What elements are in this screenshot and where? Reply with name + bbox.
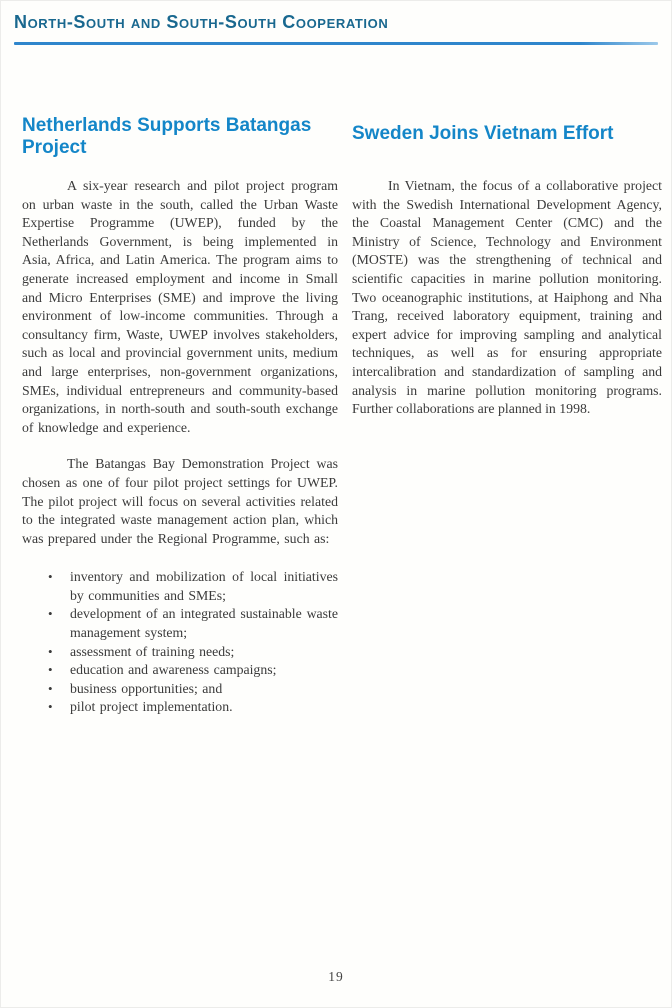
left-column (22, 115, 338, 717)
article-paragraph: A six-year research and pilot project program on urban waste in the south, called the Urban Waste Expertise Programme (UWEP), funded by the Netherlands Government, is being implemented in Asia, Africa, and Latin America. The program aims to generate increased employment and income in Small and Micro Enterprises (SME) and improve the living environment of low-income communities. Through a consultancy firm, Waste, UWEP involves stakeholders, such as local and provincial government units, medium and large enterprises, non-government organizations, SMEs, individual entrepreneurs and community-based organizations, in north-south and south-south exchange of knowledge and experience. (22, 178, 338, 435)
list-item (48, 680, 338, 699)
page-number: 19 (328, 969, 344, 984)
article-paragraph: In Vietnam, the focus of a collaborative project with the Swedish International Development Agency, the Coastal Management Center (CMC) and the Ministry of Science, Technology and Environment (MOSTE) was the strengthening of technical and scientific capacities in marine pollution monitoring. Two oceanographic institutions, at Haiphong and Nha Trang, received laboratory equipment, training and expert advice for improving sampling and analytical techniques, as well as for ensuring appropriate intercalibration and standardization of sampling and analysis in marine pollution monitoring programs. Further collaborations are planned in 1998. (352, 178, 662, 417)
two-column-layout (0, 45, 672, 717)
list-item (48, 698, 338, 717)
list-item-text: pilot project implementation. (70, 699, 233, 715)
page-header-title: North-South and South-South Cooperation (14, 12, 389, 32)
bullet-icon: • (48, 699, 53, 715)
bullet-icon: • (48, 662, 53, 678)
page-header (0, 0, 672, 45)
list-item-text: development of an integrated sustainable waste management system; (70, 606, 338, 641)
list-item (48, 568, 338, 605)
list-item-text: inventory and mobilization of local initiatives by communities and SMEs; (70, 569, 338, 603)
list-item (48, 605, 338, 642)
list-item (48, 661, 338, 680)
article-heading-sweden: Sweden Joins Vietnam Effort (352, 123, 614, 144)
list-item (48, 643, 338, 662)
bullet-icon: • (48, 569, 53, 585)
bullet-icon: • (48, 643, 53, 659)
activity-bullet-list (48, 568, 338, 717)
page-footer (0, 968, 672, 986)
article-paragraph: The Batangas Bay Demonstration Project was chosen as one of four pilot project settings for UWEP. The pilot project will focus on several activities related to the integrated waste management action plan, which was prepared under the Regional Programme, such as: (22, 456, 338, 546)
list-item-text: business opportunities; and (70, 680, 223, 696)
list-item-text: education and awareness campaigns; (70, 662, 277, 678)
list-item-text: assessment of training needs; (70, 643, 235, 659)
bullet-icon: • (48, 680, 53, 696)
bullet-icon: • (48, 606, 53, 622)
article-heading-netherlands: Netherlands Supports Batangas Project (22, 115, 312, 158)
right-column (352, 115, 662, 717)
